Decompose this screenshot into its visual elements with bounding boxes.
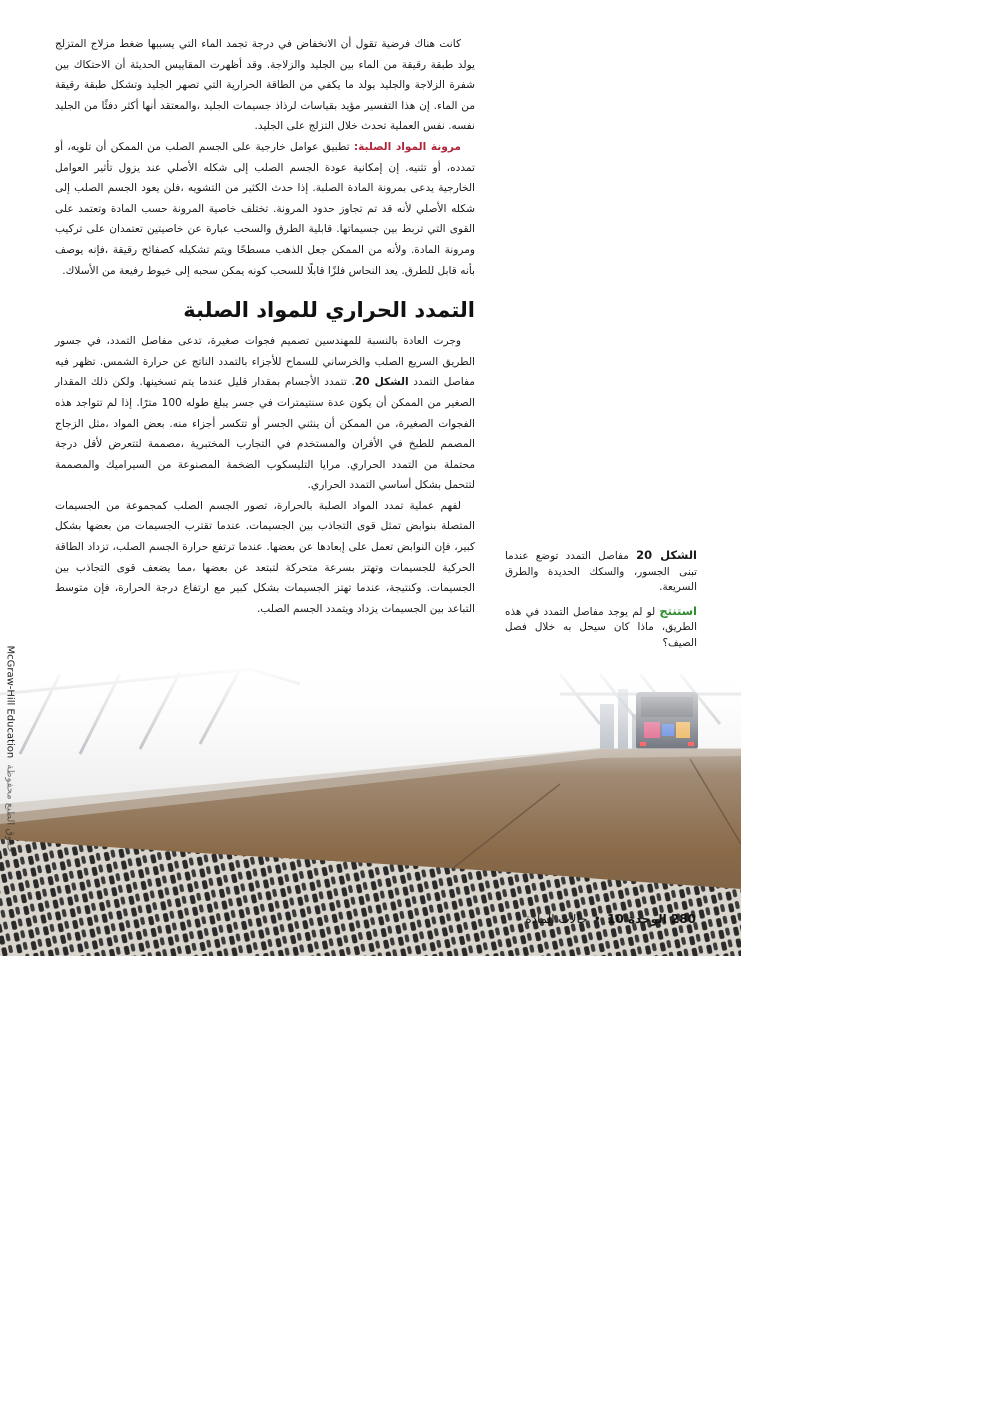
section-heading: التمدد الحراري للمواد الصلبة: [183, 298, 475, 323]
figure-reference: الشكل 20: [354, 376, 409, 389]
caption-infer: [505, 604, 697, 652]
caption-figure-text: مفاصل التمدد توضع عندما تبنى الجسور، والسكك الحديدة والطرق السريعة.: [505, 550, 697, 593]
elasticity-term: مرونة المواد الصلبة:: [353, 140, 461, 153]
thermal-p1-part1: وجرت العادة بالنسبة للمهندسين تصميم فجوات صغيرة، تدعى مفاصل التمدد، في جسور الطريق السريع الصلب والخرساني للسماح للأجزاء بالتمدد الناتج عن حرارة الشمس. تظهر فيه مفاصل التمدد: [55, 335, 475, 389]
unit-title: حالات المادة: [525, 912, 588, 926]
photo-credit: [5, 646, 16, 946]
credit-publisher: McGraw-Hill Education: [4, 645, 16, 759]
thermal-p1-part2: . تتمدد الأجسام بمقدار قليل عندما يتم تسخينها. ولكن ذلك المقدار الصغير من الممكن أن يكون عدة سنتيمترات في جسر يبلغ طوله 100 مترًا. إذا لم تتواجد هذه الفجوات الصغيرة، من الممكن أن ينثني الجسر أو تتكسر أجزاء منه. بعض المواد ،مثل الزجاج المصمم للطبخ في الأفران والمستخدم في التجارب المختبرية ،مصممة لتتعرض لأقل درجة محتملة من التمدد الحراري. مرايا التليسكوب الضخمة المصنوعة من السيراميك والمصممة لتتحمل بشكل أساسي التمدد الحراري.: [55, 376, 475, 492]
intro-paragraph: كانت هناك فرضية تقول أن الانخفاض في درجة تجمد الماء التي يسببها ضغط مزلاج المتزلج يولد طبقة رقيقة من الماء بين الجليد والزلاجة. وقد أظهرت المقاييس الحديثة أن الاحتكاك بين شفرة الزلاجة والجليد يولد ما يكفي من الطاقة الحرارية التي تصهر الجليد وتشكل طبقة رقيقة من الماء. إن هذا التفسير مؤيد بقياسات لرذاذ جسيمات الجليد ،والمعتقد أنها أكثر دفئًا من الجليد نفسه. نفس العملية تحدث خلال التزلج على الجليد.: [55, 38, 475, 133]
caption-figure-label: الشكل 20: [636, 548, 697, 562]
elasticity-body: تطبيق عوامل خارجية على الجسم الصلب من الممكن أن تلويه، أو تمدده، أو تثنيه. إن إمكانية عودة الجسم الصلب إلى شكله الأصلي عند يزول تأثير العوامل الخارجية يدعى بمرونة المادة الصلبة. إذا حدث الكثير من التشويه ،فلن يعود الجسم الصلب إلى شكله الأصلي لأنه قد تم تجاوز حدود المرونة. تختلف خاصية المرونة حسب المادة وتعتمد على القوى التي تربط بين جسيماتها. قابلية الطرق والسحب عبارة عن خاصيتين تعتمدان على تركيب ومرونة المادة. ولأنه من الممكن جعل الذهب مسطحًا ويتم تشكيله كصفائح رقيقة ،فإنه يوصف بأنه قابل للطرق. يعد النحاس فلزًا قابلًا للسحب كونه يمكن سحبه إلى خيوط رفيعة من الأسلاك.: [55, 140, 475, 277]
footer-separator: •: [593, 912, 601, 926]
top-fade: [0, 664, 741, 774]
caption-infer-text: لو لم يوجد مفاصل التمدد في هذه الطريق، ماذا كان سيحل به خلال فصل الصيف؟: [505, 605, 697, 649]
page-number: 280: [670, 912, 696, 926]
elasticity-paragraph: [55, 137, 475, 281]
unit-number: الوحدة 10: [607, 912, 667, 926]
credit-rights: حقوق الطبع محفوظة: [4, 764, 16, 853]
figure-caption: [505, 548, 697, 659]
main-text-column: [55, 34, 475, 619]
caption-infer-label: استنتج: [659, 603, 697, 618]
page-footer: [520, 912, 696, 926]
caption-figure: [505, 548, 697, 596]
thermal-paragraph-2: لفهم عملية تمدد المواد الصلبة بالحرارة، تصور الجسم الصلب كمجموعة من الجسيمات المتصلة بنوابض تمثل قوى التجاذب بين الجسيمات. عندما تقترب الجسيمات من بعضها بشكل كبير، فإن النوابض تعمل على إبعادها عن بعضها. عندما ترتفع حرارة الجسم الصلب، تزداد الطاقة الحركية للجسيمات وتهتز بسرعة متحركة لتبتعد عن بعضها ،مما يضعف قوى التجاذب بين الجسيمات. وكنتيجة، عندما تهتز الجسيمات بشكل كبير مع ارتفاع درجة الحرارة، فإن متوسط التباعد بين الجسيمات يزداد ويتمدد الجسم الصلب.: [55, 499, 475, 615]
thermal-paragraph-1: [55, 331, 475, 496]
